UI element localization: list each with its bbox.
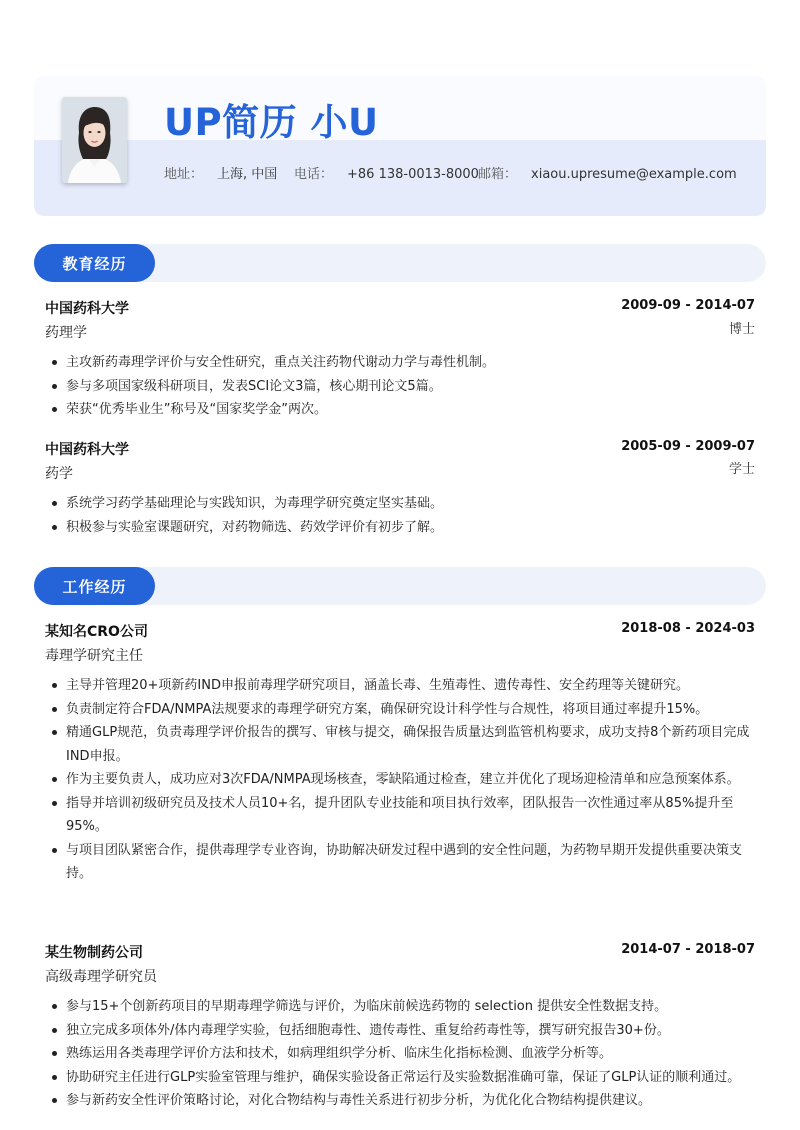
edu-1-major: 药理学	[45, 325, 87, 341]
header-background	[34, 76, 766, 140]
work-section-header	[34, 567, 766, 605]
edu-1-degree: 博士	[728, 322, 755, 337]
work-1-company: 某知名CRO公司	[45, 624, 148, 640]
work-1-bullets	[45, 674, 757, 886]
address-value: 上海, 中国	[217, 167, 278, 182]
edu-1-school: 中国药科大学	[45, 301, 129, 317]
edu-2-degree: 学士	[728, 462, 755, 477]
contact-phone	[294, 163, 479, 182]
edu-2-bullets	[45, 492, 757, 539]
list-item: 主攻新药毒理学评价与安全性研究，重点关注药物代谢动力学与毒性机制。	[45, 351, 757, 375]
work-section-title: 工作经历	[34, 567, 155, 605]
list-item: 参与15+个创新药项目的早期毒理学筛选与评价，为临床前候选药物的 selection 提供安全性数据支持。	[45, 995, 757, 1019]
avatar-photo	[62, 97, 127, 183]
work-2-role: 高级毒理学研究员	[45, 969, 157, 985]
education-section-title: 教育经历	[34, 244, 155, 282]
contact-email	[478, 163, 737, 182]
edu-2-date: 2005-09 - 2009-07	[621, 439, 755, 454]
phone-label: 电话：	[294, 167, 334, 182]
list-item: 参与多项国家级科研项目，发表SCI论文3篇，核心期刊论文5篇。	[45, 375, 757, 399]
email-value: xiaou.upresume@example.com	[531, 167, 737, 182]
list-item: 协助研究主任进行GLP实验室管理与维护，确保实验设备正常运行及实验数据准确可靠，保证了GLP认证的顺利通过。	[45, 1066, 757, 1090]
list-item: 荣获“优秀毕业生”称号及“国家奖学金”两次。	[45, 398, 757, 422]
list-item: 与项目团队紧密合作，提供毒理学专业咨询，协助解决研发过程中遇到的安全性问题，为药物早期开发提供重要决策支持。	[45, 839, 757, 886]
edu-1-bullets	[45, 351, 757, 422]
list-item: 主导并管理20+项新药IND申报前毒理学研究项目，涵盖长毒、生殖毒性、遗传毒性、安全药理等关键研究。	[45, 674, 757, 698]
list-item: 积极参与实验室课题研究，对药物筛选、药效学评价有初步了解。	[45, 516, 757, 540]
list-item: 系统学习药学基础理论与实践知识，为毒理学研究奠定坚实基础。	[45, 492, 757, 516]
edu-2-school: 中国药科大学	[45, 442, 129, 458]
list-item: 参与新药安全性评价策略讨论，对化合物结构与毒性关系进行初步分析，为优化化合物结构提供建议。	[45, 1089, 757, 1113]
work-2-date: 2014-07 - 2018-07	[621, 942, 755, 957]
edu-2-major: 药学	[45, 466, 73, 482]
list-item: 指导并培训初级研究员及技术人员10+名，提升团队专业技能和项目执行效率，团队报告一次性通过率从85%提升至95%。	[45, 792, 757, 839]
work-2-company: 某生物制药公司	[45, 945, 143, 961]
edu-1-date: 2009-09 - 2014-07	[621, 298, 755, 313]
work-1-role: 毒理学研究主任	[45, 648, 143, 664]
email-label: 邮箱：	[478, 167, 518, 182]
list-item: 熟练运用各类毒理学评价方法和技术，如病理组织学分析、临床生化指标检测、血液学分析等。	[45, 1042, 757, 1066]
contact-address	[164, 163, 277, 182]
list-item: 精通GLP规范，负责毒理学评价报告的撰写、审核与提交，确保报告质量达到监管机构要求，成功支持8个新药项目完成IND申报。	[45, 721, 757, 768]
work-2-bullets	[45, 995, 757, 1113]
work-1-date: 2018-08 - 2024-03	[621, 621, 755, 636]
list-item: 作为主要负责人，成功应对3次FDA/NMPA现场核查，零缺陷通过检查，建立并优化了现场迎检清单和应急预案体系。	[45, 768, 757, 792]
list-item: 负责制定符合FDA/NMPA法规要求的毒理学研究方案，确保研究设计科学性与合规性，将项目通过率提升15%。	[45, 698, 757, 722]
list-item: 独立完成多项体外/体内毒理学实验，包括细胞毒性、遗传毒性、重复给药毒性等，撰写研究报告30+份。	[45, 1019, 757, 1043]
candidate-name: UP简历 小U	[164, 101, 379, 144]
education-section-header	[34, 244, 766, 282]
phone-value: +86 138-0013-8000	[347, 167, 479, 182]
address-label: 地址：	[164, 167, 204, 182]
